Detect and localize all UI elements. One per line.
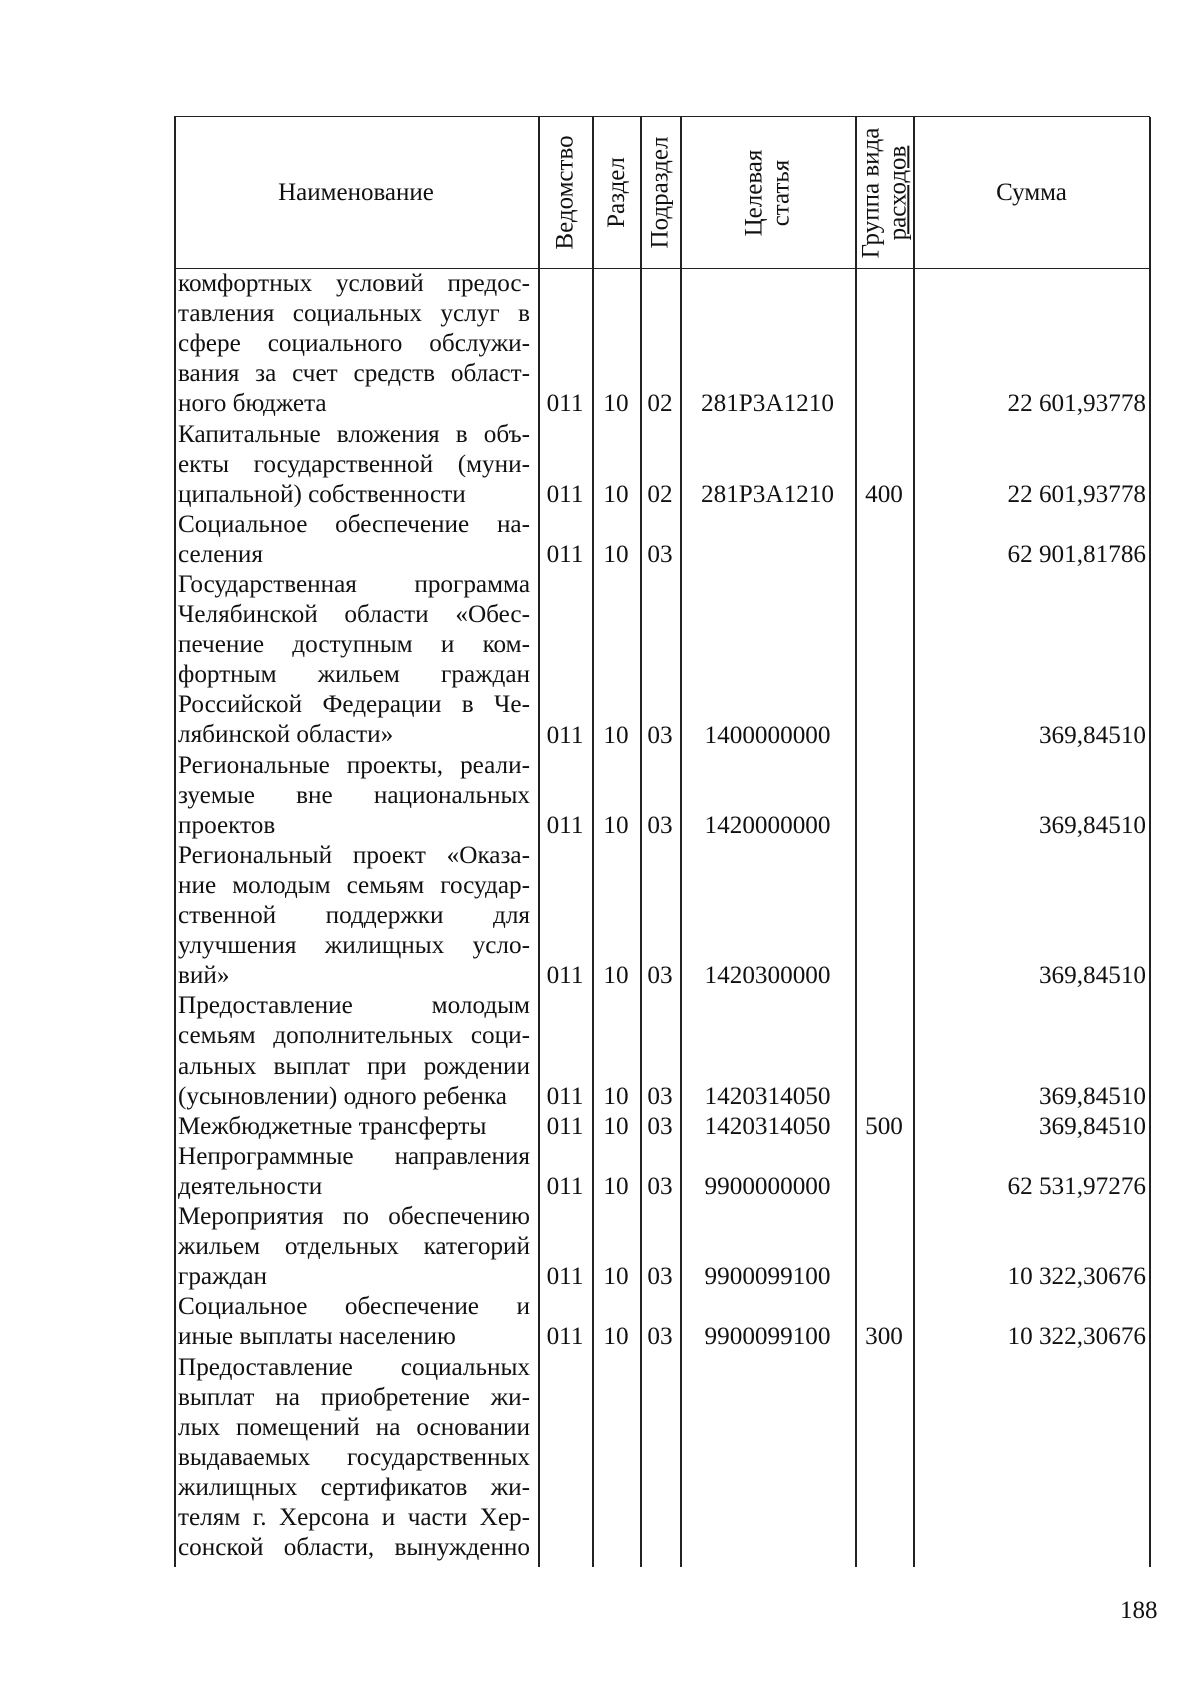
row-name-line: ципальной) собственности [178,480,466,508]
row-name-line: вий» [178,962,230,990]
cell-ved: 011 [546,811,584,839]
header-razdel-label: Раздел [602,157,630,228]
header-gruppa-vida-label [857,127,911,258]
cell-grp: 400 [865,480,903,508]
table-row [174,1353,1150,1564]
column-rule [640,117,642,1567]
row-name-line: тавления социальных услуг в [178,300,530,328]
column-rule [174,117,176,1567]
cell-cel: 9900000000 [704,1172,831,1200]
row-name-line: селения [178,540,263,568]
row-name-line: Российской Федерации в Че- [178,691,530,719]
cell-razd: 10 [603,721,629,749]
header-podrazdel-label: Подраздел [646,136,674,249]
cell-sum: 10 322,30676 [1007,1263,1146,1291]
cell-podr: 03 [647,1172,673,1200]
cell-cel: 1420300000 [704,962,831,990]
row-name [178,420,530,510]
cell-ved: 011 [546,721,584,749]
header-razdel [592,117,640,268]
row-name-line: фортным жильем граждан [178,661,530,689]
table-header [174,117,1150,269]
row-name-line: деятельности [178,1172,323,1200]
table-row [174,1202,1150,1292]
cell-cel: 281Р3А1210 [701,390,834,418]
cell-grp: 500 [865,1112,903,1140]
cell-sum: 369,84510 [1038,721,1146,749]
row-name-line: сферe социального обслужи- [178,330,530,358]
cell-razd: 10 [603,1263,629,1291]
row-name-line: улучшения жилищных усло- [178,932,530,960]
header-celevaya-statya-label [740,149,794,236]
table-row [174,991,1150,1111]
header-name [174,117,538,268]
cell-podr: 03 [647,1082,673,1110]
row-name-line: проектов [178,811,276,839]
row-name-line: Капитальные вложения в объ- [178,420,530,448]
cell-podr: 02 [647,390,673,418]
row-name-line: выплат на приобретение жи- [178,1383,530,1411]
cell-ved: 011 [546,390,584,418]
header-vedomstvo [538,117,592,268]
budget-table [174,116,1150,1567]
row-name [178,751,530,841]
cell-sum: 369,84510 [1038,962,1146,990]
cell-razd: 10 [603,540,629,568]
row-name-line: Предоставление социальных [178,1353,530,1381]
cell-ved: 011 [546,1172,584,1200]
table-row [174,751,1150,841]
header-grp-line2: расходов [884,145,911,240]
row-name-line: жилищных сертификатов жи- [178,1473,530,1501]
cell-cel: 9900099100 [704,1263,831,1291]
row-name-line: Региональный проект «Оказа- [178,841,530,869]
row-name-line: телям г. Херсона и части Хер- [178,1504,530,1532]
column-rule [680,117,682,1567]
row-name [178,1292,530,1352]
cell-sum: 369,84510 [1038,1082,1146,1110]
header-name-label: Наименование [278,179,434,206]
row-name-line: семьям дополнительных соци- [178,1022,530,1050]
cell-podr: 03 [647,540,673,568]
cell-podr: 03 [647,1263,673,1291]
cell-cel: 281Р3А1210 [701,480,834,508]
row-name-line: выдаваемых государственных [178,1443,530,1471]
cell-razd: 10 [603,390,629,418]
row-name-line: Челябинской области «Обес- [178,601,530,629]
row-name-line: ного бюджета [178,390,327,418]
cell-grp: 300 [865,1323,903,1351]
row-name-line: альных выплат при рождении [178,1052,530,1080]
row-name-line: лябинской области» [178,721,394,749]
cell-ved: 011 [546,480,584,508]
cell-cel: 1420314050 [704,1082,831,1110]
cell-cel: 1400000000 [704,721,831,749]
row-name-line: ние молодым семьям государ- [178,871,530,899]
row-name-line: жильем отдельных категорий [178,1233,530,1261]
cell-podr: 03 [647,811,673,839]
row-name-line: сонской области, вынужденно [178,1534,530,1562]
cell-podr: 03 [647,1323,673,1351]
row-name-line: Государственная программа [178,571,530,598]
cell-sum: 22 601,93778 [1007,480,1146,508]
header-celevaya-statya [680,117,855,268]
column-rule [855,117,857,1567]
cell-razd: 10 [603,1112,629,1140]
column-rule [538,117,540,1567]
cell-ved: 011 [546,1323,584,1351]
table-row [174,1142,1150,1202]
row-name-line: печение доступным и ком- [178,631,530,659]
header-summa [913,117,1150,268]
column-rule [913,117,915,1567]
row-name-line: Межбюджетные трансферты [178,1112,487,1140]
cell-ved: 011 [546,1263,584,1291]
cell-cel: 9900099100 [704,1323,831,1351]
row-name-line: зуемые вне национальных [178,781,530,809]
row-name-line: вания за счет средств област- [178,360,530,388]
cell-ved: 011 [546,540,584,568]
row-name-line: Социальное обеспечение и [178,1293,530,1321]
row-name [178,1112,530,1142]
cell-podr: 03 [647,962,673,990]
header-grp-line1: Группа вида [857,127,884,258]
header-gruppa-vida [855,117,913,268]
row-name-line: екты государственной (муни- [178,450,530,478]
cell-sum: 10 322,30676 [1007,1323,1146,1351]
row-name-line: граждан [178,1263,267,1291]
row-name-line: Предоставление молодым [178,992,530,1020]
table-row [174,510,1150,570]
cell-cel: 1420000000 [704,811,831,839]
cell-sum: 369,84510 [1038,1112,1146,1140]
cell-sum: 62 901,81786 [1007,540,1146,568]
cell-podr: 02 [647,480,673,508]
row-name-line: Мероприятия по обеспечению [178,1203,530,1231]
cell-razd: 10 [603,962,629,990]
header-cel-line1: Целевая [740,149,768,236]
column-rule [592,117,594,1567]
table-row [174,1112,1150,1142]
column-rule [1149,117,1151,1567]
cell-sum: 62 531,97276 [1007,1172,1146,1200]
table-row [174,1292,1150,1352]
table-row [174,570,1150,751]
row-name [178,841,530,991]
row-name-line: Региональные проекты, реали- [178,751,530,779]
cell-razd: 10 [603,1172,629,1200]
row-name-line: Социальное обеспечение на- [178,510,530,538]
cell-razd: 10 [603,811,629,839]
row-name [178,991,530,1111]
cell-sum: 22 601,93778 [1007,390,1146,418]
cell-razd: 10 [603,480,629,508]
row-name-line: лых помещений на основании [178,1413,530,1441]
row-name-line: Непрограммные направления [178,1142,530,1170]
cell-sum: 369,84510 [1038,811,1146,839]
header-cel-line2: статья [767,159,795,226]
cell-razd: 10 [603,1323,629,1351]
row-name-line: комфортных условий предос- [178,270,530,297]
row-name [178,510,530,570]
cell-razd: 10 [603,1082,629,1110]
table-row [174,269,1150,420]
row-name [178,1353,530,1564]
cell-cel: 1420314050 [704,1112,831,1140]
header-vedomstvo-label: Ведомство [551,135,579,250]
header-podrazdel [640,117,680,268]
row-name [178,1202,530,1292]
row-name [178,269,530,419]
cell-ved: 011 [546,1082,584,1110]
row-name [178,1142,530,1202]
page-number: 188 [1120,1597,1158,1624]
header-summa-label: Сумма [996,179,1067,206]
cell-ved: 011 [546,962,584,990]
row-name [178,570,530,751]
table-row [174,841,1150,992]
row-name-line: (усыновлении) одного ребенка [178,1082,507,1110]
cell-podr: 03 [647,721,673,749]
table-row [174,420,1150,510]
row-name-line: ственной поддержки для [178,902,530,930]
row-name-line: иные выплаты населению [178,1323,456,1351]
cell-podr: 03 [647,1112,673,1140]
cell-ved: 011 [546,1112,584,1140]
